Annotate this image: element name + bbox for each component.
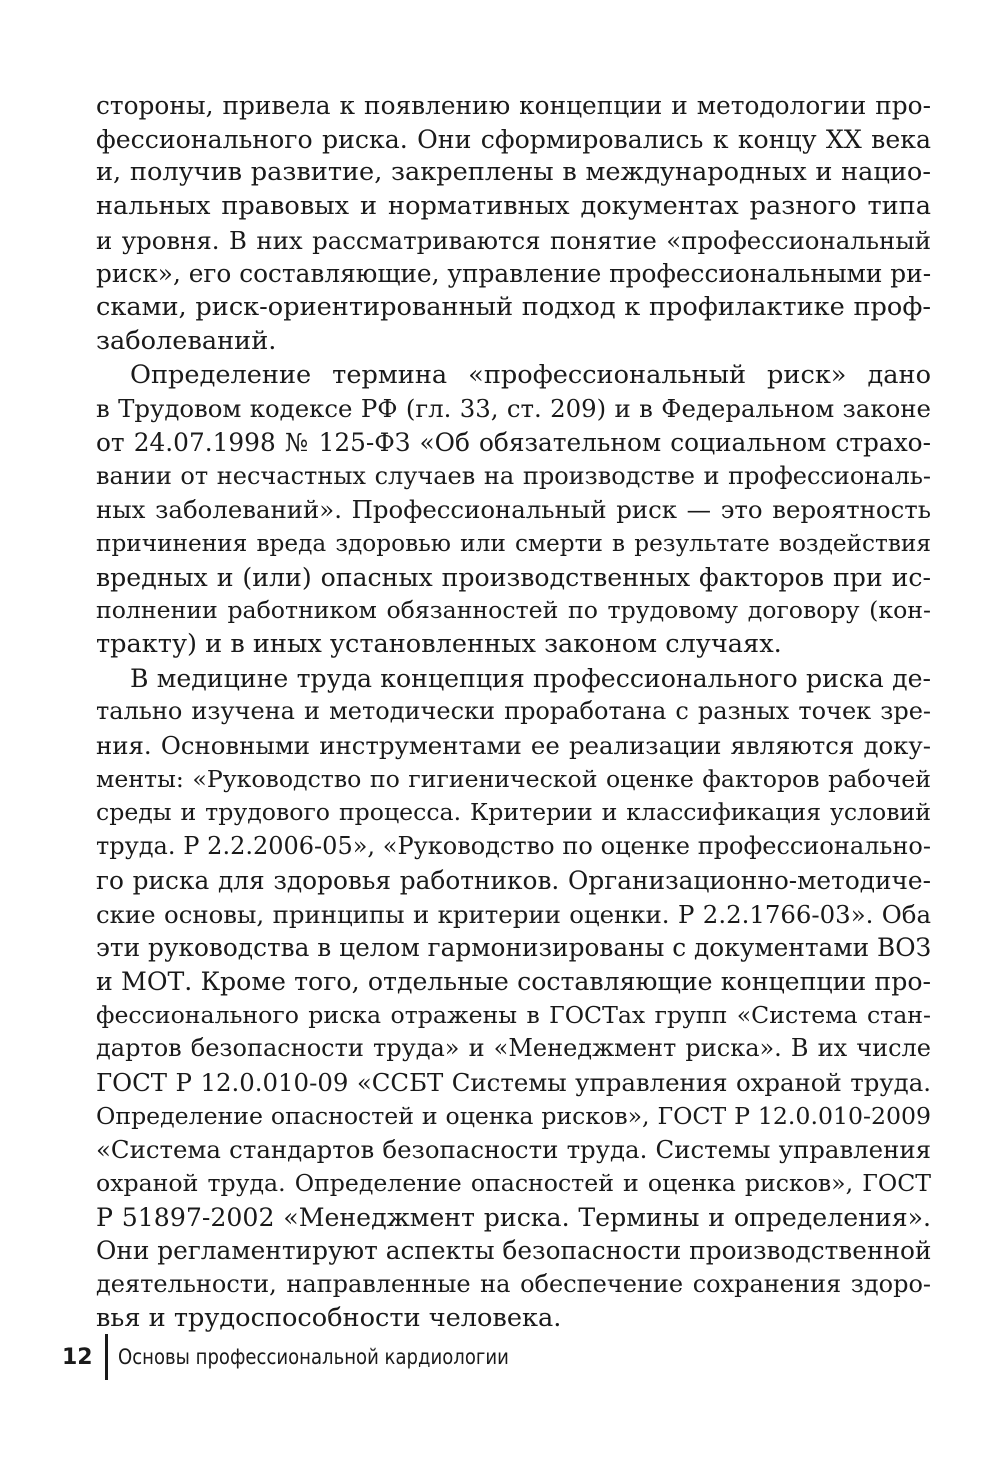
text-line: сками, риск-ориентированный подход к профилактике проф-	[96, 292, 931, 323]
text-line: вании от несчастных случаев на производстве и профессиональ-	[96, 461, 931, 490]
text-line: полнении работником обязанностей по трудовому договору (кон-	[96, 596, 931, 625]
text-line: Определение опасностей и оценка рисков», ГОСТ Р 12.0.010-2009	[96, 1101, 931, 1130]
text-line: вредных и (или) опасных производственных факторов при ис-	[96, 562, 931, 592]
text-line: риск», его составляющие, управление профессиональными ри-	[96, 259, 932, 289]
text-line: вья и трудоспособности человека.	[96, 1302, 562, 1333]
body-text	[96, 89, 931, 1335]
text-line: нальных правовых и нормативных документах разного типа	[96, 191, 931, 222]
text-line: деятельности, направленные на обеспечение сохранения здоро-	[96, 1270, 931, 1299]
text-line: труда. Р 2.2.2006-05», «Руководство по оценке профессионально-	[96, 832, 931, 861]
text-line: ГОСТ Р 12.0.010-09 «ССБТ Системы управления охраной труда.	[96, 1067, 931, 1097]
text-line: и МОТ. Кроме того, отдельные составляющие концепции про-	[96, 966, 931, 996]
text-line: менты: «Руководство по гигиенической оценке факторов рабочей	[96, 764, 931, 793]
text-line: ния. Основными инструментами ее реализации являются доку-	[96, 731, 931, 761]
text-line: ных заболеваний». Профессиональный риск — это вероятность	[96, 495, 931, 525]
text-line: го риска для здоровья работников. Организационно-методиче-	[96, 865, 931, 895]
page-number: 12	[62, 1344, 93, 1370]
text-line: тально изучена и методически проработана с разных точек зре-	[96, 697, 931, 726]
running-title: Основы профессиональной кардиологии	[117, 1344, 509, 1370]
footer-divider	[105, 1334, 108, 1380]
text-line: от 24.07.1998 № 125-ФЗ «Об обязательном социальном страхо-	[96, 427, 931, 457]
text-line: дартов безопасности труда» и «Менеджмент риска». В их числе	[96, 1034, 931, 1063]
text-line: и, получив развитие, закреплены в международных и нацио-	[96, 157, 931, 188]
text-line: фессионального риска отражены в ГОСТах групп «Система стан-	[96, 1000, 931, 1029]
text-line: Определение термина «профессиональный риск» дано	[130, 359, 931, 390]
text-line: тракту) и в иных установленных законом случаях.	[96, 629, 782, 659]
text-line: Р 51897-2002 «Менеджмент риска. Термины и определения».	[96, 1202, 931, 1232]
text-line: заболеваний.	[96, 325, 277, 356]
text-line: Они регламентируют аспекты безопасности производственной	[96, 1236, 932, 1266]
text-line: ские основы, принципы и критерии оценки. Р 2.2.1766-03». Оба	[96, 899, 931, 929]
text-line: «Система стандартов безопасности труда. Системы управления	[96, 1135, 931, 1165]
text-line: эти руководства в целом гармонизированы с документами ВОЗ	[96, 933, 932, 963]
text-line: В медицине труда концепция профессионального риска де-	[130, 663, 931, 693]
text-line: фессионального риска. Они сформировались к концу XX века	[96, 124, 931, 154]
text-line: и уровня. В них рассматриваются понятие «профессиональный	[96, 225, 931, 255]
text-line: в Трудовом кодексе РФ (гл. 33, ст. 209) и в Федеральном законе	[96, 394, 931, 424]
page-footer	[62, 1334, 583, 1380]
text-line: причинения вреда здоровью или смерти в результате воздействия	[96, 529, 931, 557]
text-line: среды и трудового процесса. Критерии и классификация условий	[96, 798, 931, 827]
text-line: стороны, привела к появлению концепции и методологии про-	[96, 91, 931, 120]
text-line: охраной труда. Определение опасностей и оценка рисков», ГОСТ	[96, 1169, 931, 1197]
